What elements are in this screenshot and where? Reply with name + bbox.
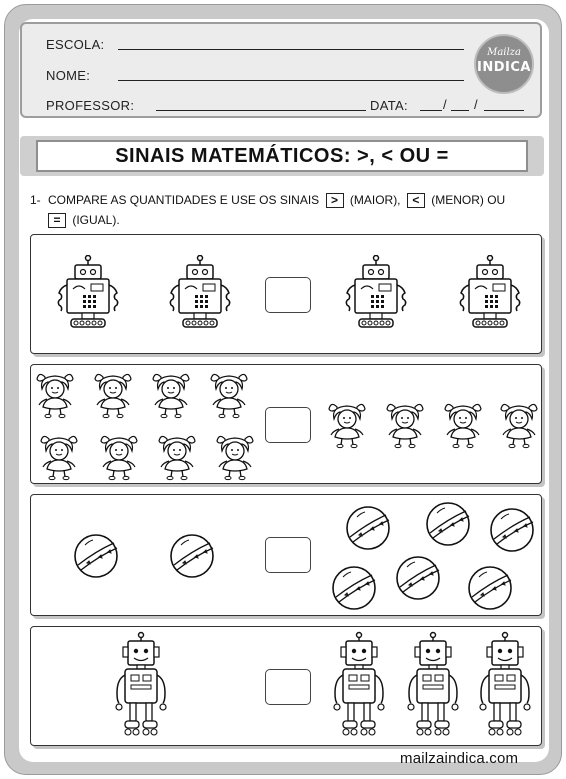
ball-icon xyxy=(467,565,513,611)
ball-icon xyxy=(425,501,471,547)
date-separator: / xyxy=(443,97,447,112)
answer-box[interactable] xyxy=(265,537,311,573)
robot-icon xyxy=(403,631,463,741)
comparison-row-robots-wheels xyxy=(30,234,542,354)
name-label: NOME: xyxy=(46,68,91,83)
doll-icon xyxy=(35,369,75,419)
robot-icon xyxy=(475,631,535,741)
robot-icon xyxy=(341,255,411,335)
teacher-field[interactable] xyxy=(156,110,366,111)
greater-label: (MAIOR), xyxy=(349,193,401,207)
instruction-line-1 xyxy=(48,189,505,211)
robot-icon xyxy=(455,255,525,335)
name-field[interactable] xyxy=(118,80,464,81)
date-day-field[interactable] xyxy=(420,110,442,111)
doll-icon xyxy=(99,431,139,481)
instruction-line-2 xyxy=(48,209,120,231)
ball-icon xyxy=(345,505,391,551)
question-number: 1- xyxy=(30,193,41,207)
doll-icon xyxy=(39,431,79,481)
doll-icon xyxy=(157,431,197,481)
answer-box[interactable] xyxy=(265,277,311,313)
doll-icon xyxy=(209,369,249,419)
header-box xyxy=(20,22,542,118)
less-sign-box: < xyxy=(407,193,425,208)
logo-brand-text: INDICA xyxy=(477,60,531,75)
date-year-field[interactable] xyxy=(484,110,524,111)
robot-icon xyxy=(329,631,389,741)
comparison-row-balls xyxy=(30,494,542,616)
equal-sign-box: = xyxy=(48,213,66,228)
comparison-row-robots-legs xyxy=(30,626,542,746)
answer-box[interactable] xyxy=(265,669,311,705)
doll-icon xyxy=(327,399,367,449)
date-label: DATA: xyxy=(370,98,408,113)
page-title: SINAIS MATEMÁTICOS: >, < OU = xyxy=(36,140,528,172)
doll-icon xyxy=(151,369,191,419)
robot-icon xyxy=(165,255,235,335)
less-label: (MENOR) OU xyxy=(431,193,506,207)
doll-icon xyxy=(385,399,425,449)
instruction-text: COMPARE AS QUANTIDADES E USE OS SINAIS xyxy=(48,193,320,207)
robot-icon xyxy=(53,255,123,335)
school-field[interactable] xyxy=(118,49,464,50)
comparison-row-dolls xyxy=(30,364,542,484)
logo-script-text: Mailza xyxy=(487,47,521,58)
doll-icon xyxy=(215,431,255,481)
greater-sign-box: > xyxy=(326,193,344,208)
equal-label: (IGUAL). xyxy=(72,213,120,227)
ball-icon xyxy=(331,565,377,611)
date-month-field[interactable] xyxy=(451,110,469,111)
date-separator: / xyxy=(474,97,478,112)
ball-icon xyxy=(489,507,535,553)
ball-icon xyxy=(169,533,215,579)
site-url: mailzaindica.com xyxy=(400,750,519,767)
teacher-label: PROFESSOR: xyxy=(46,98,135,113)
robot-icon xyxy=(111,631,171,741)
brand-logo xyxy=(474,34,534,94)
doll-icon xyxy=(443,399,483,449)
doll-icon xyxy=(499,399,539,449)
answer-box[interactable] xyxy=(265,407,311,443)
ball-icon xyxy=(73,533,119,579)
title-bar xyxy=(20,136,544,176)
school-label: ESCOLA: xyxy=(46,37,105,52)
doll-icon xyxy=(93,369,133,419)
ball-icon xyxy=(395,555,441,601)
